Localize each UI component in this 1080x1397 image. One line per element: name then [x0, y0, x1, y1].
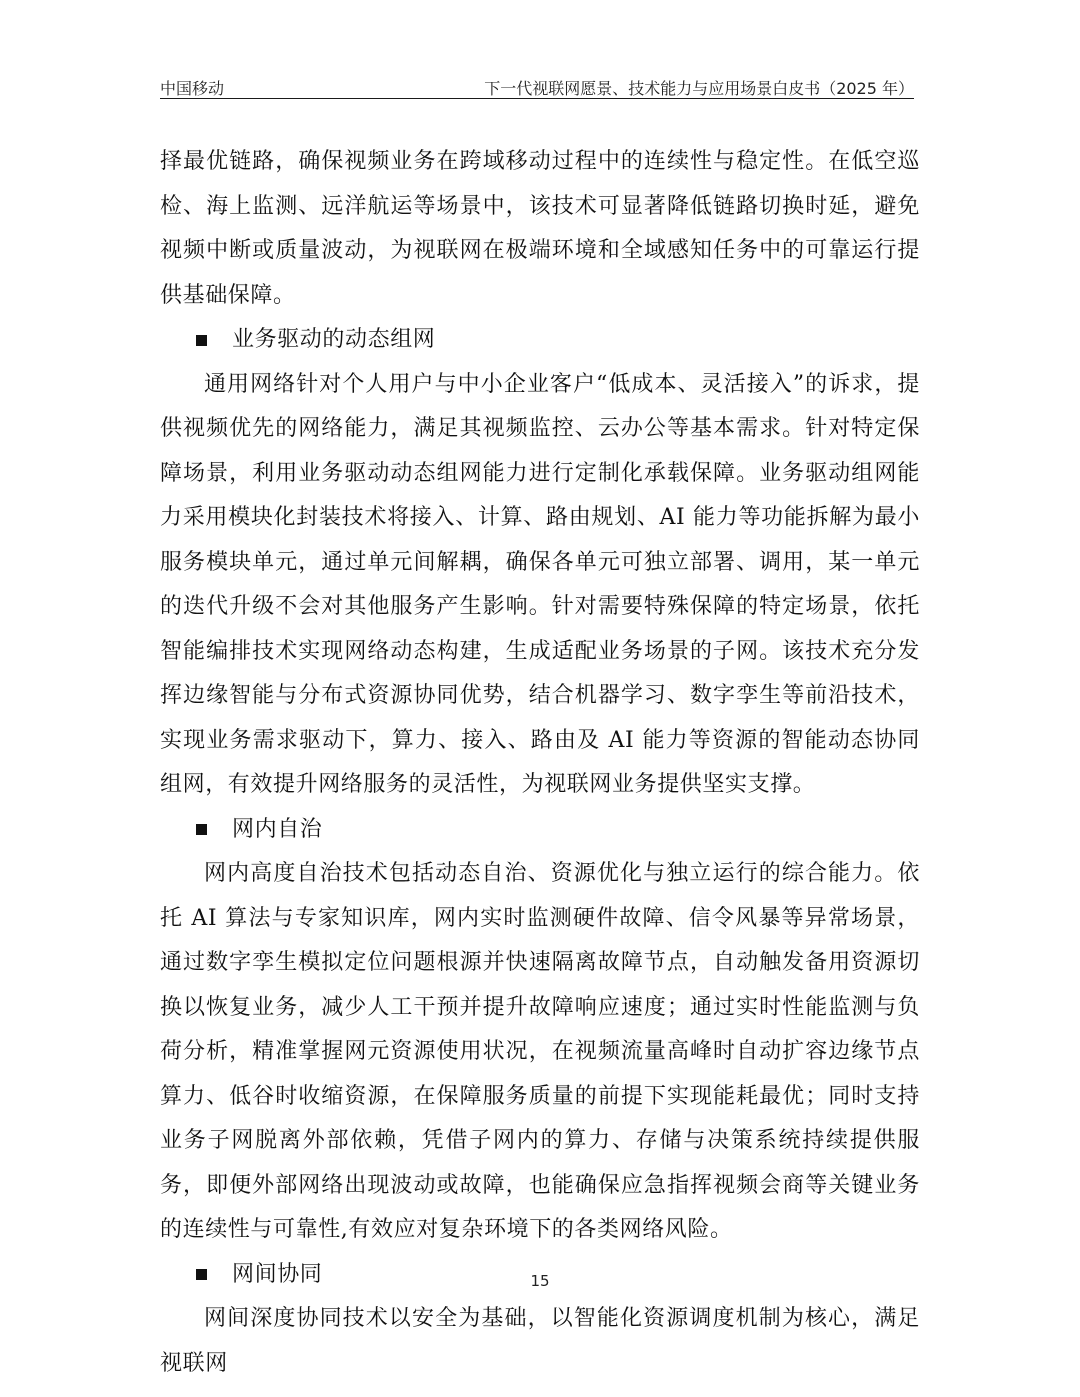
paragraph-inter-network-collaboration: 网间深度协同技术以安全为基础，以智能化资源调度机制为核心，满足视联网	[160, 1306, 920, 1376]
square-bullet-icon	[196, 335, 207, 346]
section-heading-label: 网内自治	[232, 816, 323, 842]
paragraph-continued: 择最优链路，确保视频业务在跨域移动过程中的连续性与稳定性。在低空巡检、海上监测、远洋航运等场景中，该技术可显著降低链路切换时延，避免视频中断或质量波动，为视联网在极端环境和全域感知任务中的可靠运行提供基础保障。	[160, 149, 920, 308]
square-bullet-icon	[196, 824, 207, 835]
header-document-title: 下一代视联网愿景、技术能力与应用场景白皮书（2025 年）	[484, 79, 914, 98]
header-organization: 中国移动	[160, 79, 225, 98]
paragraph-dynamic-networking: 通用网络针对个人用户与中小企业客户“低成本、灵活接入”的诉求，提供视频优先的网络能力，满足其视频监控、云办公等基本需求。针对特定保障场景，利用业务驱动动态组网能力进行定制化承载保障。业务驱动组网能力采用模块化封装技术将接入、计算、路由规划、AI 能力等功能拆解为最小服务模块单元，通过单元间解耦，确保各单元可独立部署、调用，某一单元的迭代升级不会对其他服务产生影响。针对需要特殊保障的特定场景，依托智能编排技术实现网络动态构建，生成适配业务场景的子网。该技术充分发挥边缘智能与分布式资源协同优势，结合机器学习、数字孪生等前沿技术，实现业务需求驱动下，算力、接入、路由及 AI 能力等资源的智能动态协同组网，有效提升网络服务的灵活性，为视联网业务提供坚实支撑。	[160, 371, 920, 797]
section-heading-in-network-autonomy	[160, 808, 920, 853]
section-heading-dynamic-networking	[160, 318, 920, 363]
page-number: 15	[530, 1272, 550, 1290]
page-body	[160, 140, 920, 1386]
page-header	[160, 76, 914, 99]
paragraph-in-network-autonomy: 网内高度自治技术包括动态自治、资源优化与独立运行的综合能力。依托 AI 算法与专家知识库，网内实时监测硬件故障、信令风暴等异常场景，通过数字孪生模拟定位问题根源并快速隔离故障节点，自动触发备用资源切换以恢复业务，减少人工干预并提升故障响应速度；通过实时性能监测与负荷分析，精准掌握网元资源使用状况，在视频流量高峰时自动扩容边缘节点算力、低谷时收缩资源，在保障服务质量的前提下实现能耗最优；同时支持业务子网脱离外部依赖，凭借子网内的算力、存储与决策系统持续提供服务，即便外部网络出现波动或故障，也能确保应急指挥视频会商等关键业务的连续性与可靠性,有效应对复杂环境下的各类网络风险。	[160, 861, 920, 1242]
section-heading-label: 网间协同	[232, 1261, 323, 1287]
section-heading-label: 业务驱动的动态组网	[232, 327, 436, 352]
